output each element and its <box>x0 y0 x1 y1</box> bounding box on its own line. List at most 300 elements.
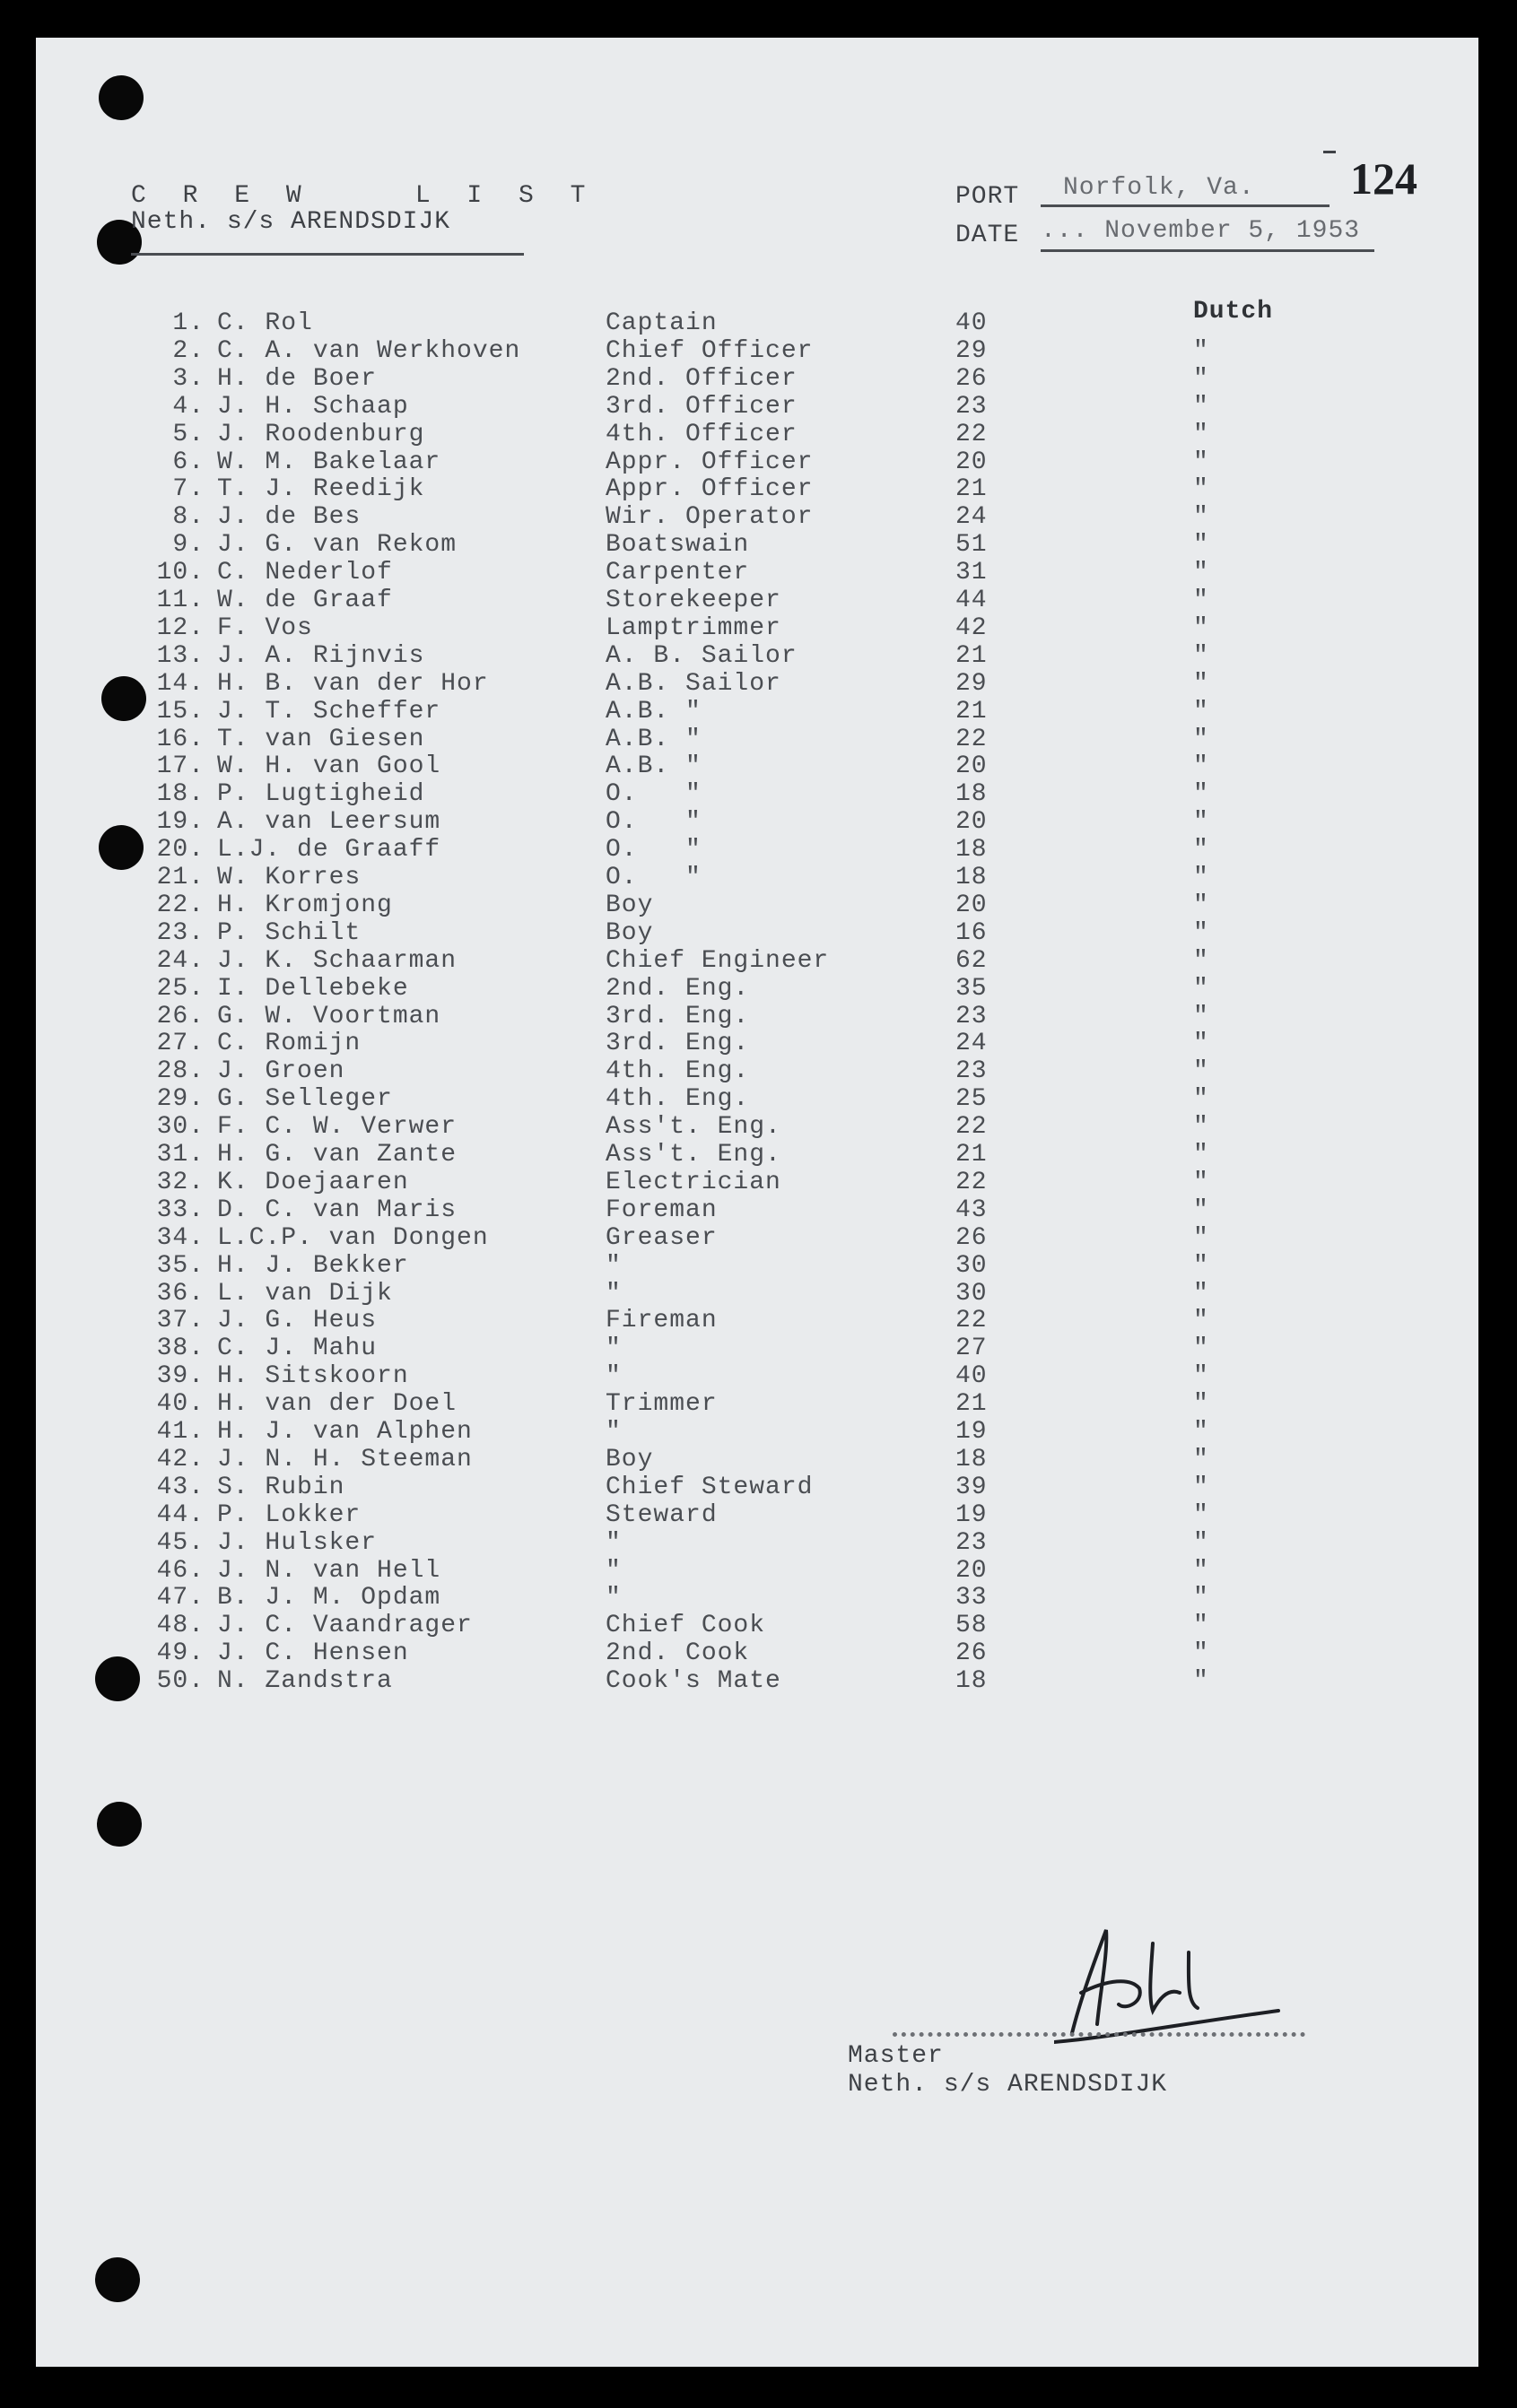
crew-number: 3. <box>172 365 205 393</box>
crew-nationality: " <box>1193 337 1209 365</box>
crew-row <box>36 1334 1478 1362</box>
crew-nationality: " <box>1193 587 1209 614</box>
crew-name: T. J. Reedijk <box>217 475 425 503</box>
crew-nationality: " <box>1193 864 1209 891</box>
crew-number: 41. <box>156 1418 205 1446</box>
crew-row <box>36 1113 1478 1141</box>
crew-name: L. van Dijk <box>217 1280 393 1308</box>
crew-name: C. Romijn <box>217 1030 362 1057</box>
crew-number: 38. <box>156 1334 205 1362</box>
crew-number: 8. <box>172 503 205 531</box>
crew-name: K. Doejaaren <box>217 1169 409 1196</box>
crew-name: J. C. Hensen <box>217 1639 409 1667</box>
crew-number: 12. <box>156 614 205 642</box>
crew-nationality: " <box>1193 559 1209 587</box>
crew-row <box>36 1362 1478 1390</box>
crew-age: 25 <box>955 1085 988 1113</box>
crew-nationality: " <box>1193 1418 1209 1446</box>
crew-age: 35 <box>955 975 988 1003</box>
crew-rank: 3rd. Eng. <box>606 1003 750 1030</box>
crew-age: 20 <box>955 1557 988 1585</box>
crew-nationality: " <box>1193 1280 1209 1308</box>
crew-name: H. G. van Zante <box>217 1141 458 1169</box>
crew-name: C. Nederlof <box>217 559 393 587</box>
crew-name: C. A. van Werkhoven <box>217 337 521 365</box>
crew-row <box>36 1141 1478 1169</box>
crew-rank: Appr. Officer <box>606 475 814 503</box>
crew-name: P. Lokker <box>217 1501 362 1529</box>
crew-rank: Boy <box>606 891 654 919</box>
crew-rank: Ass't. Eng. <box>606 1141 781 1169</box>
crew-rank: Wir. Operator <box>606 503 814 531</box>
crew-nationality: " <box>1193 1196 1209 1224</box>
crew-age: 18 <box>955 864 988 891</box>
crew-nationality: " <box>1193 642 1209 670</box>
crew-nationality: " <box>1193 726 1209 753</box>
crew-rank: Appr. Officer <box>606 448 814 476</box>
crew-name: H. B. van der Hor <box>217 670 489 698</box>
crew-nationality: " <box>1193 670 1209 698</box>
crew-rank: " <box>606 1252 622 1280</box>
crew-nationality: " <box>1193 1334 1209 1362</box>
crew-number: 49. <box>156 1639 205 1667</box>
crew-name: C. Rol <box>217 309 313 337</box>
crew-name: G. Selleger <box>217 1085 393 1113</box>
signature-line <box>893 2032 1305 2037</box>
crew-age: 51 <box>955 531 988 559</box>
crew-nationality: " <box>1193 421 1209 448</box>
crew-row <box>36 1390 1478 1418</box>
crew-nationality: " <box>1193 1639 1209 1667</box>
crew-row <box>36 1639 1478 1667</box>
crew-rank: 2nd. Cook <box>606 1639 750 1667</box>
crew-row <box>36 1584 1478 1612</box>
crew-age: 23 <box>955 1057 988 1085</box>
crew-name: J. N. van Hell <box>217 1557 441 1585</box>
crew-nationality: " <box>1193 1057 1209 1085</box>
crew-rank: " <box>606 1584 622 1612</box>
crew-age: 58 <box>955 1612 988 1639</box>
port-label: PORT <box>955 183 1020 211</box>
crew-number: 20. <box>156 836 205 864</box>
crew-row <box>36 1473 1478 1501</box>
crew-rank: O. " <box>606 808 702 836</box>
crew-row <box>36 365 1478 393</box>
crew-nationality: " <box>1193 475 1209 503</box>
crew-nationality: " <box>1193 752 1209 780</box>
crew-number: 44. <box>156 1501 205 1529</box>
crew-name: J. Hulsker <box>217 1529 378 1557</box>
crew-nationality: " <box>1193 1612 1209 1639</box>
crew-age: 23 <box>955 1529 988 1557</box>
crew-age: 27 <box>955 1334 988 1362</box>
crew-age: 20 <box>955 891 988 919</box>
crew-name: F. C. W. Verwer <box>217 1113 458 1141</box>
crew-nationality: " <box>1193 780 1209 808</box>
crew-age: 21 <box>955 1390 988 1418</box>
crew-nationality: " <box>1193 1529 1209 1557</box>
port-underline <box>1041 204 1330 207</box>
crew-name: J. A. Rijnvis <box>217 642 425 670</box>
crew-age: 22 <box>955 1307 988 1334</box>
crew-row <box>36 698 1478 726</box>
crew-number: 29. <box>156 1085 205 1113</box>
crew-number: 33. <box>156 1196 205 1224</box>
crew-age: 21 <box>955 475 988 503</box>
crew-nationality: " <box>1193 1113 1209 1141</box>
crew-rank: Foreman <box>606 1196 718 1224</box>
crew-name: S. Rubin <box>217 1473 345 1501</box>
crew-number: 45. <box>156 1529 205 1557</box>
crew-row <box>36 1057 1478 1085</box>
crew-number: 9. <box>172 531 205 559</box>
crew-rank: Trimmer <box>606 1390 718 1418</box>
date-value: ... November 5, 1953 <box>1041 217 1361 245</box>
document-page <box>36 38 1478 2367</box>
crew-rank: O. " <box>606 864 702 891</box>
crew-number: 36. <box>156 1280 205 1308</box>
crew-number: 18. <box>156 780 205 808</box>
crew-age: 18 <box>955 1446 988 1473</box>
crew-nationality: " <box>1193 531 1209 559</box>
crew-nationality: " <box>1193 1446 1209 1473</box>
crew-nationality: " <box>1193 836 1209 864</box>
crew-rank: 3rd. Eng. <box>606 1030 750 1057</box>
crew-number: 48. <box>156 1612 205 1639</box>
crew-rank: A.B. " <box>606 752 702 780</box>
crew-name: A. van Leersum <box>217 808 441 836</box>
crew-row <box>36 1030 1478 1057</box>
crew-row <box>36 421 1478 448</box>
crew-row <box>36 975 1478 1003</box>
crew-row <box>36 1169 1478 1196</box>
crew-name: B. J. M. Opdam <box>217 1584 441 1612</box>
crew-name: L.C.P. van Dongen <box>217 1224 489 1252</box>
crew-row <box>36 1557 1478 1585</box>
crew-name: W. Korres <box>217 864 362 891</box>
crew-number: 5. <box>172 421 205 448</box>
crew-number: 25. <box>156 975 205 1003</box>
crew-rank: Carpenter <box>606 559 750 587</box>
crew-number: 15. <box>156 698 205 726</box>
crew-number: 6. <box>172 448 205 476</box>
crew-age: 22 <box>955 726 988 753</box>
crew-row <box>36 752 1478 780</box>
crew-nationality: " <box>1193 1003 1209 1030</box>
crew-number: 7. <box>172 475 205 503</box>
crew-rank: Ass't. Eng. <box>606 1113 781 1141</box>
port-value: Norfolk, Va. <box>1063 174 1255 202</box>
crew-age: 19 <box>955 1418 988 1446</box>
crew-row <box>36 309 1478 337</box>
crew-age: 20 <box>955 448 988 476</box>
crew-number: 23. <box>156 919 205 947</box>
crew-age: 18 <box>955 1667 988 1695</box>
crew-age: 16 <box>955 919 988 947</box>
crew-rank: Steward <box>606 1501 718 1529</box>
crew-row <box>36 1003 1478 1030</box>
crew-name: J. C. Vaandrager <box>217 1612 473 1639</box>
crew-age: 29 <box>955 670 988 698</box>
crew-rank: 4th. Officer <box>606 421 798 448</box>
crew-row <box>36 780 1478 808</box>
crew-row <box>36 1280 1478 1308</box>
crew-age: 20 <box>955 808 988 836</box>
crew-nationality: " <box>1193 891 1209 919</box>
crew-number: 30. <box>156 1113 205 1141</box>
crew-number: 28. <box>156 1057 205 1085</box>
crew-number: 19. <box>156 808 205 836</box>
crew-number: 46. <box>156 1557 205 1585</box>
crew-row <box>36 393 1478 421</box>
crew-rank: Boy <box>606 1446 654 1473</box>
crew-nationality: " <box>1193 1667 1209 1695</box>
crew-name: G. W. Voortman <box>217 1003 441 1030</box>
crew-row <box>36 1501 1478 1529</box>
crew-age: 44 <box>955 587 988 614</box>
crew-rank: A.B. " <box>606 726 702 753</box>
crew-name: H. de Boer <box>217 365 378 393</box>
crew-number: 4. <box>172 393 205 421</box>
crew-row <box>36 1224 1478 1252</box>
crew-age: 29 <box>955 337 988 365</box>
crew-row <box>36 337 1478 365</box>
crew-nationality: " <box>1193 1557 1209 1585</box>
crew-rank: 4th. Eng. <box>606 1085 750 1113</box>
crew-rank: " <box>606 1334 622 1362</box>
crew-rank: 2nd. Officer <box>606 365 798 393</box>
crew-nationality: " <box>1193 1362 1209 1390</box>
crew-number: 16. <box>156 726 205 753</box>
crew-row <box>36 1307 1478 1334</box>
crew-row <box>36 587 1478 614</box>
crew-nationality: " <box>1193 1085 1209 1113</box>
crew-row <box>36 808 1478 836</box>
crew-nationality: " <box>1193 1224 1209 1252</box>
crew-number: 35. <box>156 1252 205 1280</box>
crew-number: 40. <box>156 1390 205 1418</box>
document-title: C R E W L I S T <box>131 182 597 210</box>
crew-rank: 4th. Eng. <box>606 1057 750 1085</box>
crew-age: 22 <box>955 1113 988 1141</box>
crew-name: T. van Giesen <box>217 726 425 753</box>
crew-number: 27. <box>156 1030 205 1057</box>
crew-name: F. Vos <box>217 614 313 642</box>
crew-name: J. Groen <box>217 1057 345 1085</box>
crew-rank: " <box>606 1280 622 1308</box>
crew-row <box>36 614 1478 642</box>
crew-age: 30 <box>955 1280 988 1308</box>
crew-row <box>36 1196 1478 1224</box>
crew-rank: 3rd. Officer <box>606 393 798 421</box>
crew-name: I. Dellebeke <box>217 975 409 1003</box>
crew-name: J. G. van Rekom <box>217 531 458 559</box>
crew-nationality: " <box>1193 1584 1209 1612</box>
crew-nationality: " <box>1193 808 1209 836</box>
crew-nationality: " <box>1193 1307 1209 1334</box>
crew-name: C. J. Mahu <box>217 1334 378 1362</box>
crew-rank: A.B. Sailor <box>606 670 781 698</box>
crew-name: W. M. Bakelaar <box>217 448 441 476</box>
crew-row <box>36 1418 1478 1446</box>
header-underline <box>131 253 524 256</box>
crew-name: N. Zandstra <box>217 1667 393 1695</box>
crew-number: 1. <box>172 309 205 337</box>
crew-number: 10. <box>156 559 205 587</box>
crew-rank: 2nd. Eng. <box>606 975 750 1003</box>
crew-rank: " <box>606 1557 622 1585</box>
crew-name: H. J. Bekker <box>217 1252 409 1280</box>
crew-row <box>36 919 1478 947</box>
crew-row <box>36 891 1478 919</box>
punch-hole <box>99 75 144 120</box>
crew-name: J. T. Scheffer <box>217 698 441 726</box>
crew-rank: O. " <box>606 836 702 864</box>
crew-nationality: " <box>1193 1501 1209 1529</box>
crew-row <box>36 1612 1478 1639</box>
crew-name: J. Roodenburg <box>217 421 425 448</box>
crew-rank: Chief Officer <box>606 337 814 365</box>
crew-age: 19 <box>955 1501 988 1529</box>
crew-number: 2. <box>172 337 205 365</box>
crew-row <box>36 448 1478 476</box>
crew-age: 43 <box>955 1196 988 1224</box>
date-underline <box>1041 249 1374 252</box>
crew-age: 18 <box>955 836 988 864</box>
crew-name: W. H. van Gool <box>217 752 441 780</box>
crew-number: 42. <box>156 1446 205 1473</box>
crew-nationality: " <box>1193 614 1209 642</box>
crew-row <box>36 531 1478 559</box>
master-vessel: Neth. s/s ARENDSDIJK <box>848 2071 1168 2099</box>
crew-name: D. C. van Maris <box>217 1196 458 1224</box>
crew-rank: Boy <box>606 919 654 947</box>
crew-nationality: " <box>1193 1473 1209 1501</box>
crew-row <box>36 1085 1478 1113</box>
crew-age: 40 <box>955 1362 988 1390</box>
crew-age: 26 <box>955 1639 988 1667</box>
crew-age: 23 <box>955 1003 988 1030</box>
crew-rank: A. B. Sailor <box>606 642 798 670</box>
crew-rank: Cook's Mate <box>606 1667 781 1695</box>
crew-age: 22 <box>955 421 988 448</box>
crew-age: 23 <box>955 393 988 421</box>
crew-number: 24. <box>156 947 205 975</box>
crew-name: J. de Bes <box>217 503 362 531</box>
crew-age: 24 <box>955 503 988 531</box>
crew-name: J. K. Schaarman <box>217 947 458 975</box>
crew-age: 20 <box>955 752 988 780</box>
crew-nationality: " <box>1193 1169 1209 1196</box>
crew-row <box>36 726 1478 753</box>
crew-age: 30 <box>955 1252 988 1280</box>
crew-number: 34. <box>156 1224 205 1252</box>
crew-name: H. Sitskoorn <box>217 1362 409 1390</box>
crew-rank: Chief Steward <box>606 1473 814 1501</box>
crew-name: H. J. van Alphen <box>217 1418 473 1446</box>
crew-age: 22 <box>955 1169 988 1196</box>
crew-age: 62 <box>955 947 988 975</box>
crew-rank: Electrician <box>606 1169 781 1196</box>
crew-age: 31 <box>955 559 988 587</box>
crew-name: H. Kromjong <box>217 891 393 919</box>
crew-row <box>36 947 1478 975</box>
crew-nationality: " <box>1193 503 1209 531</box>
crew-number: 31. <box>156 1141 205 1169</box>
master-title: Master <box>848 2042 944 2070</box>
crew-age: 26 <box>955 1224 988 1252</box>
crew-number: 32. <box>156 1169 205 1196</box>
crew-rank: Chief Cook <box>606 1612 766 1639</box>
crew-number: 13. <box>156 642 205 670</box>
crew-age: 21 <box>955 642 988 670</box>
crew-rank: Boatswain <box>606 531 750 559</box>
crew-number: 14. <box>156 670 205 698</box>
page-number: 124 <box>1350 153 1417 204</box>
crew-nationality: " <box>1193 975 1209 1003</box>
crew-rank: Captain <box>606 309 718 337</box>
crew-number: 17. <box>156 752 205 780</box>
page-number-mark <box>1323 151 1336 153</box>
crew-name: L.J. de Graaff <box>217 836 441 864</box>
crew-name: W. de Graaf <box>217 587 393 614</box>
crew-row <box>36 642 1478 670</box>
crew-row <box>36 559 1478 587</box>
crew-nationality: " <box>1193 365 1209 393</box>
crew-number: 22. <box>156 891 205 919</box>
crew-number: 11. <box>156 587 205 614</box>
crew-age: 26 <box>955 365 988 393</box>
crew-number: 26. <box>156 1003 205 1030</box>
crew-number: 21. <box>156 864 205 891</box>
crew-name: H. van der Doel <box>217 1390 458 1418</box>
crew-nationality: " <box>1193 1252 1209 1280</box>
crew-row <box>36 1252 1478 1280</box>
crew-number: 43. <box>156 1473 205 1501</box>
crew-name: P. Schilt <box>217 919 362 947</box>
crew-age: 21 <box>955 1141 988 1169</box>
crew-age: 33 <box>955 1584 988 1612</box>
crew-name: J. H. Schaap <box>217 393 409 421</box>
crew-row <box>36 670 1478 698</box>
crew-rank: Fireman <box>606 1307 718 1334</box>
crew-nationality: " <box>1193 393 1209 421</box>
crew-number: 39. <box>156 1362 205 1390</box>
crew-nationality: " <box>1193 1030 1209 1057</box>
nationality-header: Dutch <box>1193 298 1274 326</box>
punch-hole <box>95 2257 140 2302</box>
crew-nationality: " <box>1193 698 1209 726</box>
crew-rank: Storekeeper <box>606 587 781 614</box>
crew-nationality: " <box>1193 448 1209 476</box>
crew-rank: Greaser <box>606 1224 718 1252</box>
crew-rank: Chief Engineer <box>606 947 830 975</box>
crew-row <box>36 1446 1478 1473</box>
crew-row <box>36 503 1478 531</box>
crew-nationality: " <box>1193 1141 1209 1169</box>
crew-rank: " <box>606 1362 622 1390</box>
punch-hole <box>97 1802 142 1847</box>
crew-nationality: " <box>1193 947 1209 975</box>
crew-row <box>36 836 1478 864</box>
crew-number: 37. <box>156 1307 205 1334</box>
crew-name: P. Lugtigheid <box>217 780 425 808</box>
crew-number: 50. <box>156 1667 205 1695</box>
crew-nationality: " <box>1193 1390 1209 1418</box>
crew-rank: O. " <box>606 780 702 808</box>
crew-age: 18 <box>955 780 988 808</box>
crew-row <box>36 1667 1478 1695</box>
